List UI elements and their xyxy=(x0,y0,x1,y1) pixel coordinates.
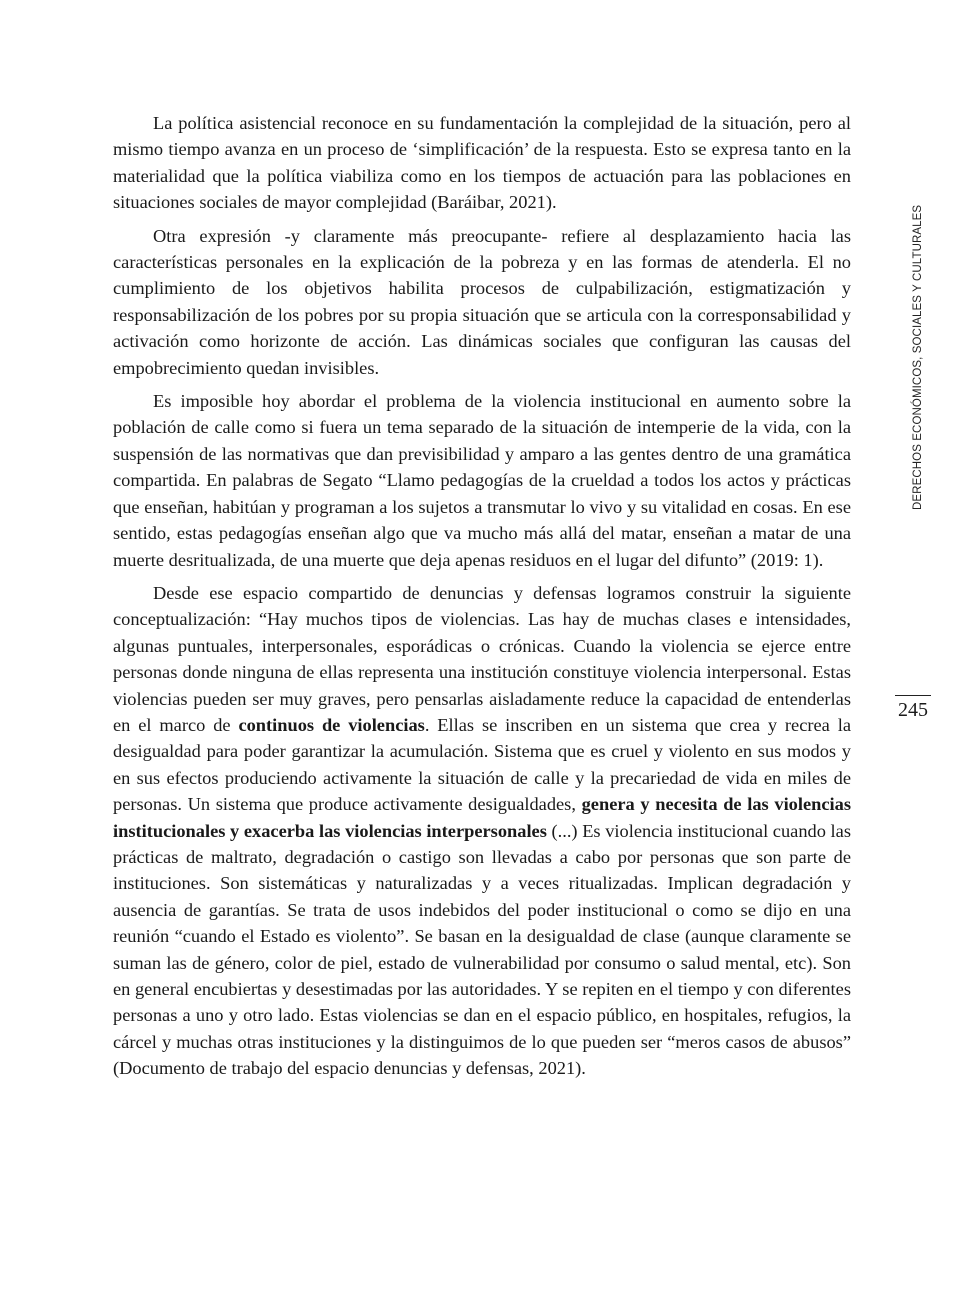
paragraph-3: Es imposible hoy abordar el problema de la violencia institucional en aumento sobre la población de calle como si fuera un tema separado de la situación de intemperie de la vida, con la suspensión de las normativas que dan previsibilidad y amparo a las gentes dentro de una gramática compartida. En palabras de Segato “Llamo pedagogías de la crueldad a todos los actos y prácticas que enseñan, habitúan y programan a los sujetos a transmutar lo vivo y su vitalidad en cosas. En ese sentido, estas pedagogías enseñan algo que va mucho más allá del matar, enseñan a matar de una muerte desritualizada, de una muerte que deja apenas residuos en el lugar del difunto” (2019: 1). xyxy=(113,391,851,570)
paragraph-4-text-e: (...) Es violencia institucional cuando las prácticas de maltrato, degradación o castigo son llevadas a cabo por personas que son parte de instituciones. Son sistemáticas y naturalizadas y a veces ritualizadas. Implican degradación y ausencia de garantías. Se trata de usos indebidos del poder institucional o como se dijo en una reunión “cuando el Estado es violento”. Se basan en la desigualdad de clase (aunque claramente se suman las de género, color de piel, estado de vulnerabilidad por consumo o salud mental, etc). Son en general encubiertas y desestimadas por las autoridades. Y se repiten en el tiempo y con diferentes personas a uno y otro lado. Estas violencias se dan en el espacio público, en hospitales, refugios, la cárcel y muchas otras instituciones y la distinguimos de lo que pueden ser “meros casos de abusos” (Documento de trabajo del espacio denuncias y defensas, 2021). xyxy=(113,820,851,1079)
paragraph-4-bold-continuos: continuos de violencias xyxy=(238,714,425,735)
paragraph-4-text-a: Desde ese espacio compartido de denuncias y defensas logramos construir la siguiente conceptualización: “Hay muchos tipos de violencias. Las hay de muchas clases e intensidades, algunas puntuales, interpersonales, esporádicas o crónicas. Cuando la violencia se ejerce entre personas donde ninguna de ellas representa una institución constituye violencia interpersonal. Estas violencias pueden ser muy graves, pero pensarlas aisladamente reduce la capacidad de entenderlas en el marco de xyxy=(113,582,851,735)
paragraph-4 xyxy=(113,580,851,1082)
paragraph-4-text-c: . Ellas se inscriben en un sistema que crea y recrea la desigualdad para poder garantizar la acumulación. Sistema que es cruel y violento en sus modos y en sus efectos produciendo activamente la situación de calle y la precariedad de vida en miles de personas. Un sistema que produce activamente desigualdades, xyxy=(113,714,851,815)
paragraph-1: La política asistencial reconoce en su fundamentación la complejidad de la situación, pero al mismo tiempo avanza en un proceso de ‘simplificación’ de la respuesta. Esto se expresa tanto en la materialidad que la política viabiliza como en los tiempos de actuación para las poblaciones en situaciones sociales de mayor complejidad (Baráibar, 2021). xyxy=(113,113,851,213)
body-text xyxy=(113,110,851,1089)
paragraph-2: Otra expresión -y claramente más preocupante- refiere al desplazamiento hacia las características personales en la explicación de la pobreza y en las formas de atenderla. El no cumplimiento de los objetivos habilita procesos de culpabilización, estigmatización y responsabilización de los pobres por su propia situación que se articula con la corresponsabilidad y activación como horizonte de acción. Las dinámicas sociales que configuran las causas del empobrecimiento quedan invisibles. xyxy=(113,225,851,378)
page-number-rule xyxy=(895,695,931,696)
page-number: 245 xyxy=(898,699,928,721)
paragraph-4-bold-genera: genera y necesita de las violencias institucionales y exacerba las violencias interpersonales xyxy=(113,794,851,841)
running-head: DERECHOS ECONÓMICOS, SOCIALES Y CULTURALES xyxy=(912,204,924,510)
